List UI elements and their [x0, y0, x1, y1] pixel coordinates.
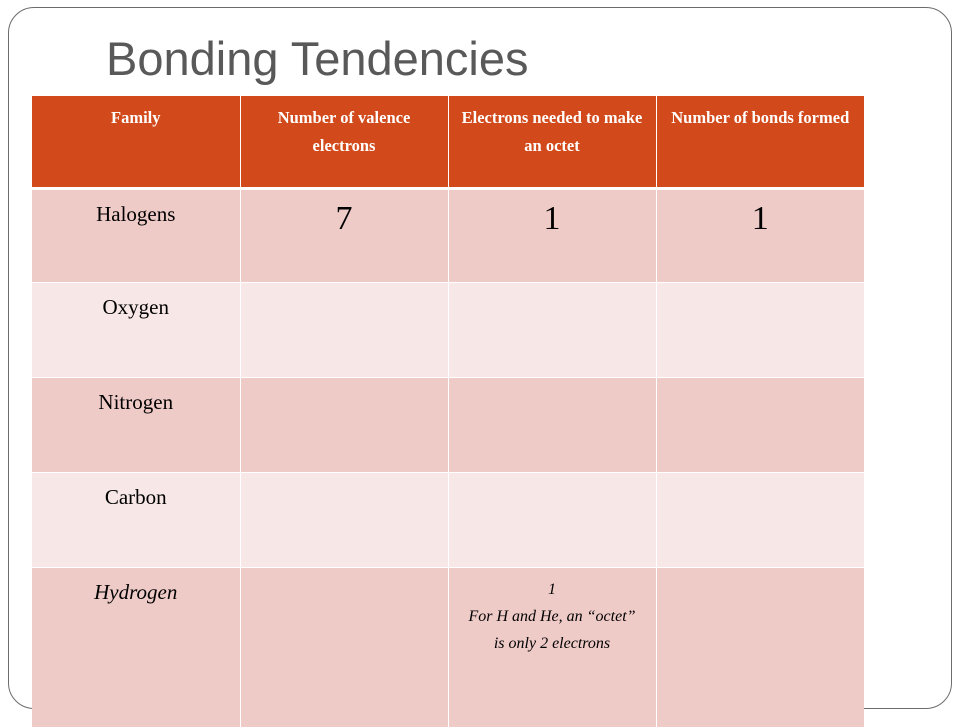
cell-needed — [448, 282, 656, 377]
header-electrons-needed: Electrons needed to make an octet — [448, 96, 656, 188]
cell-valence — [240, 377, 448, 472]
cell-valence — [240, 567, 448, 727]
header-family: Family — [32, 96, 240, 188]
table-header-row — [32, 96, 864, 188]
cell-bonds — [656, 567, 864, 727]
cell-valence: 7 — [240, 188, 448, 282]
table-row-halogens — [32, 188, 864, 282]
cell-needed — [448, 472, 656, 567]
needed-value: 1 — [548, 580, 556, 598]
table-row-nitrogen — [32, 377, 864, 472]
cell-bonds: 1 — [656, 188, 864, 282]
header-bonds-formed: Number of bonds formed — [656, 96, 864, 188]
cell-family: Oxygen — [32, 282, 240, 377]
cell-needed — [448, 567, 656, 727]
cell-family: Hydrogen — [32, 567, 240, 727]
cell-bonds — [656, 282, 864, 377]
cell-family: Nitrogen — [32, 377, 240, 472]
slide-title: Bonding Tendencies — [106, 32, 529, 85]
table-row-carbon — [32, 472, 864, 567]
cell-bonds — [656, 377, 864, 472]
header-valence-electrons: Number of valence electrons — [240, 96, 448, 188]
cell-family: Halogens — [32, 188, 240, 282]
octet-note: For H and He, an “octet” is only 2 electrons — [468, 607, 636, 652]
cell-needed: 1 — [448, 188, 656, 282]
cell-valence — [240, 282, 448, 377]
cell-valence — [240, 472, 448, 567]
bonding-table — [32, 96, 864, 728]
table-row-hydrogen — [32, 567, 864, 727]
cell-bonds — [656, 472, 864, 567]
cell-family: Carbon — [32, 472, 240, 567]
table-row-oxygen — [32, 282, 864, 377]
cell-needed — [448, 377, 656, 472]
